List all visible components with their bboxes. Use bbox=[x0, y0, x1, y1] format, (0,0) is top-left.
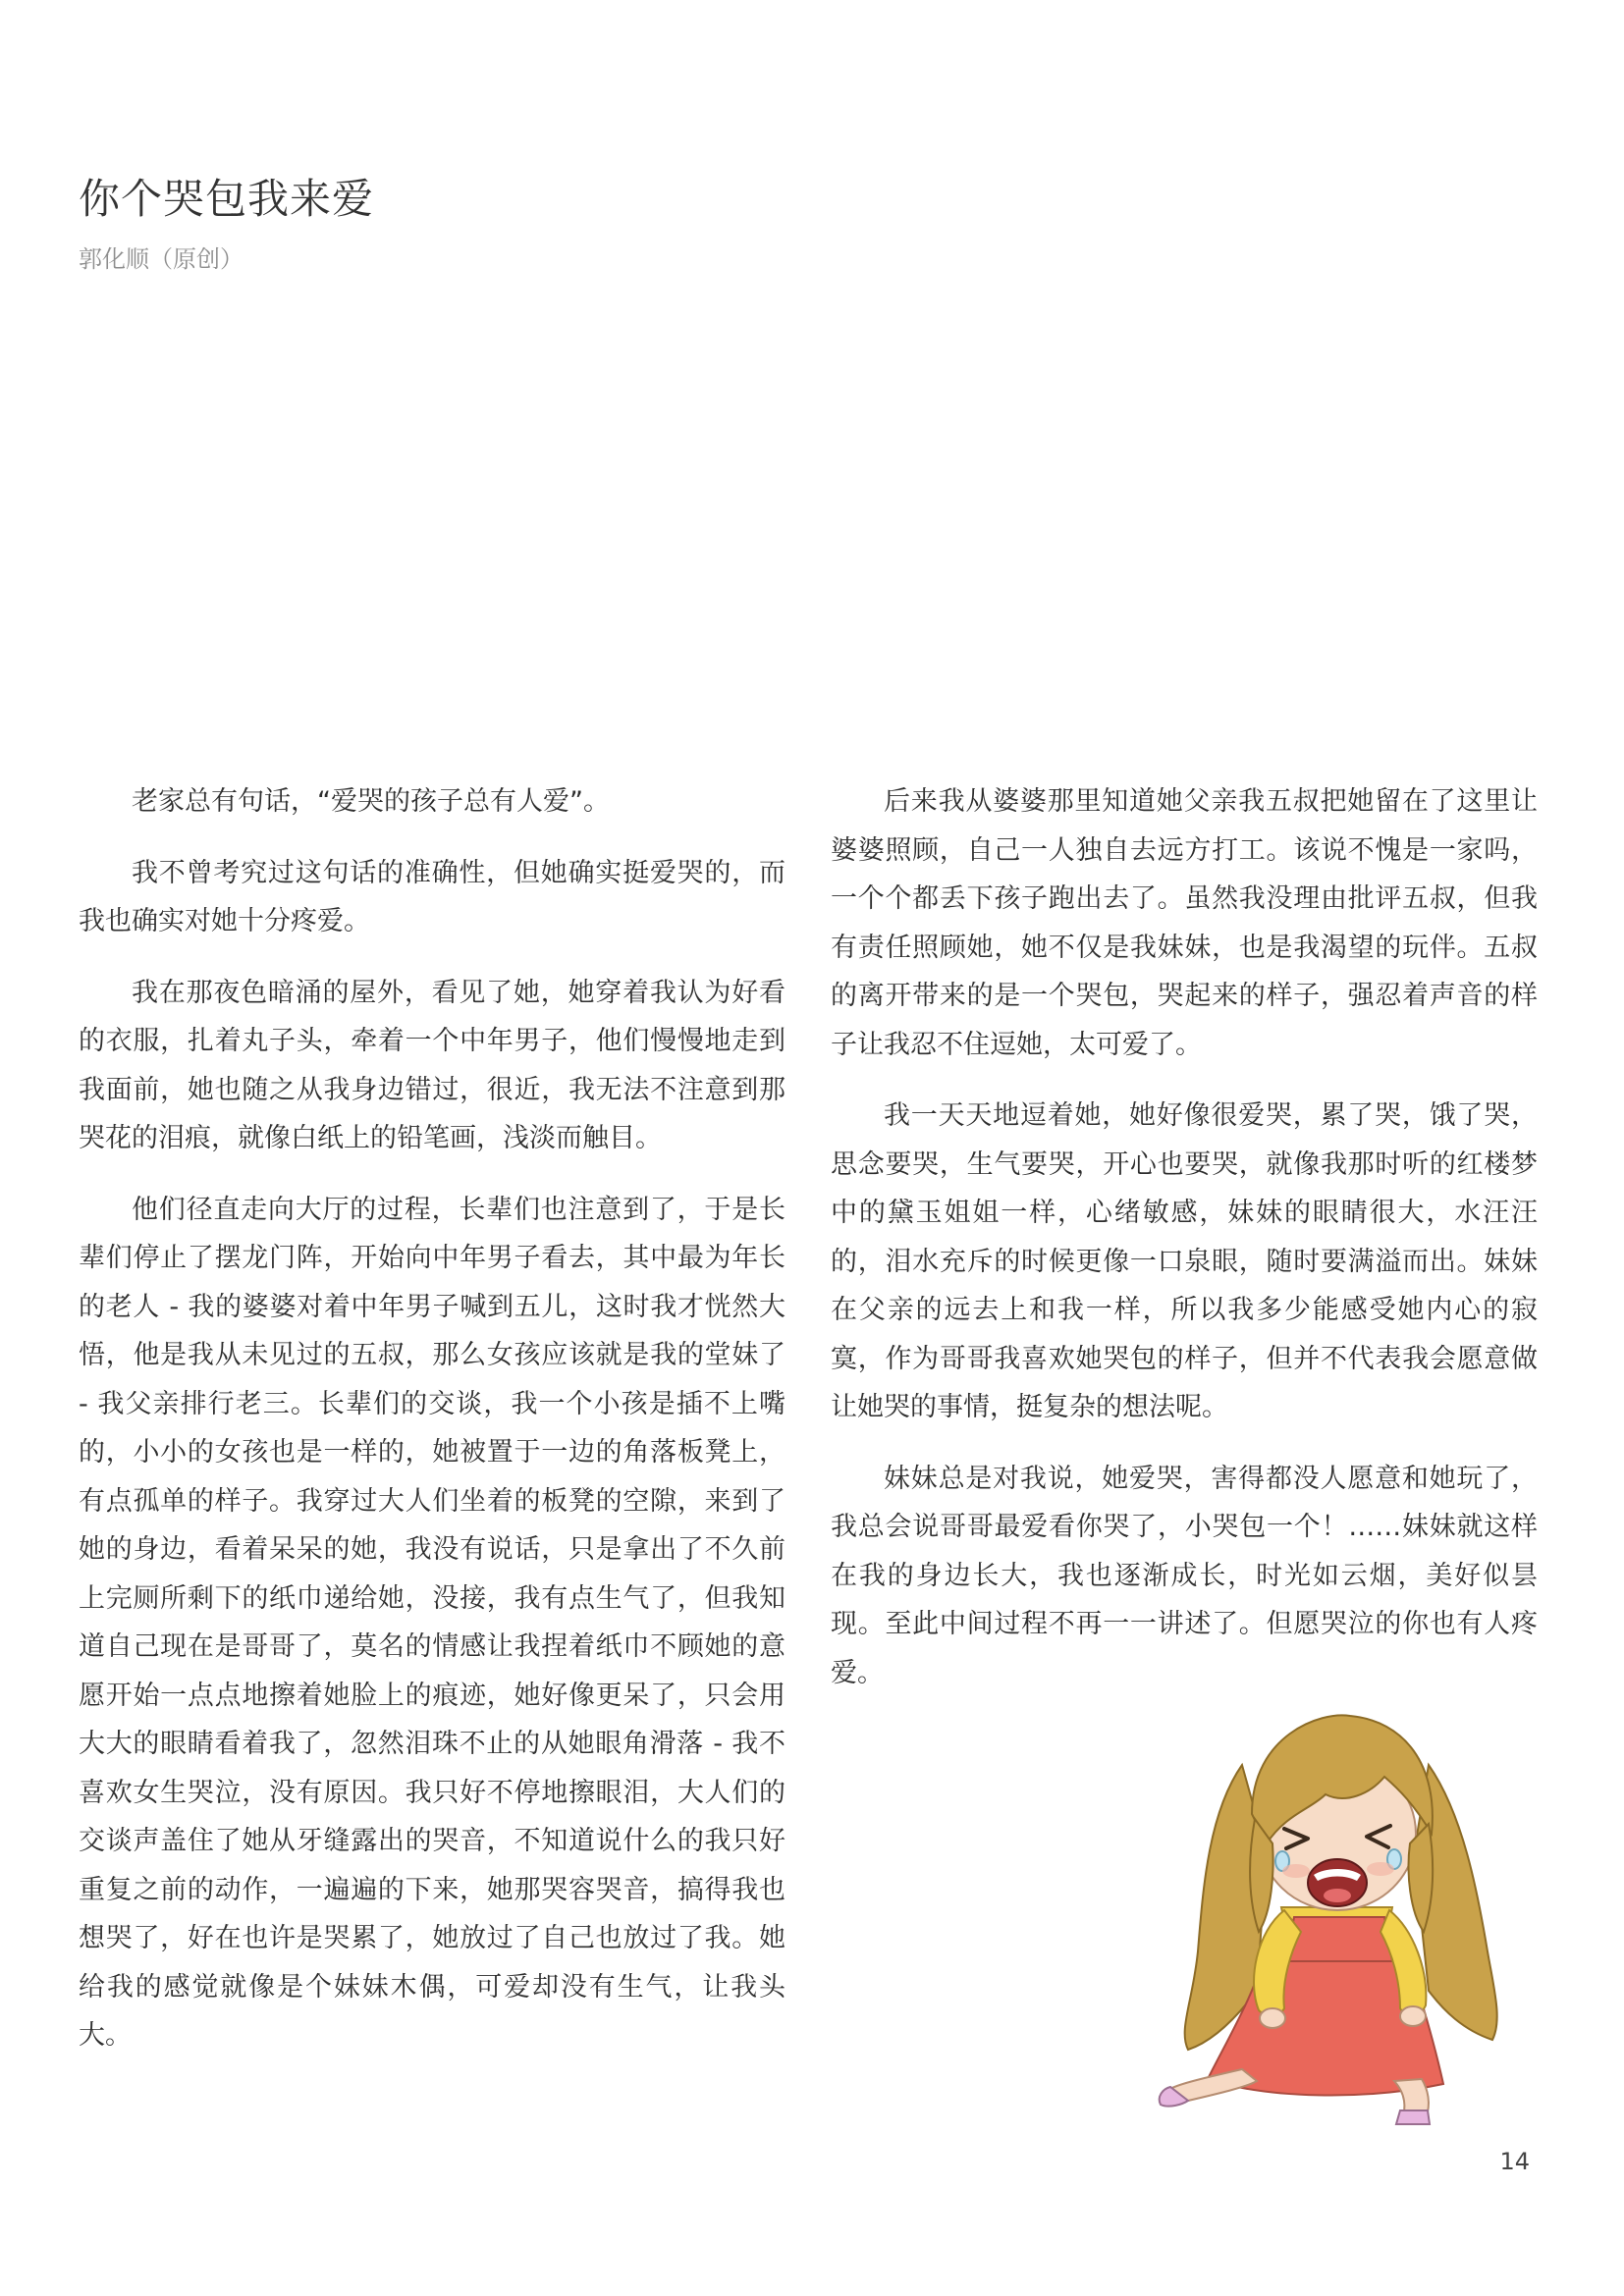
paragraph: 妹妹总是对我说，她爱哭，害得都没人愿意和她玩了，我总会说哥哥最爱看你哭了，小哭包一个！……妹妹就这样在我的身边长大，我也逐渐成长，时光如云烟，美好似昙现。至此中间过程不再一一讲述了。但愿哭泣的你也有人疼爱。 bbox=[831, 1463, 1538, 1688]
right-blush bbox=[1367, 1862, 1394, 1876]
dress-bodice bbox=[1286, 1917, 1392, 1961]
article-title: 你个哭包我来爱 bbox=[79, 175, 375, 223]
left-column bbox=[79, 777, 785, 2083]
paragraph: 老家总有句话，“爱哭的孩子总有人爱”。 bbox=[132, 786, 610, 817]
right-sock bbox=[1396, 2110, 1430, 2124]
right-hand bbox=[1400, 2006, 1426, 2026]
paragraph: 他们径直走向大厅的过程，长辈们也注意到了，于是长辈们停止了摆龙门阵，开始向中年男子看去，其中最为年长的老人 - 我的婆婆对着中年男子喊到五儿，这时我才恍然大悟，他是我从未见过的五叔，那么女孩应该就是我的堂妹了 - 我父亲排行老三。长辈们的交谈，我一个小孩是插不上嘴的，小小的女孩也是一样的，她被置于一边的角落板凳上，有点孤单的样子。我穿过大人们坐着的板凳的空隙，来到了她的身边，看着呆呆的她，我没有说话，只是拿出了不久前上完厕所剩下的纸巾递给她，没接，我有点生气了，但我知道自己现在是哥哥了，莫名的情感让我捏着纸巾不顾她的意愿开始一点点地擦着她脸上的痕迹，她好像更呆了，只会用大大的眼睛看着我了，忽然泪珠不止的从她眼角滑落 - 我不喜欢女生哭泣，没有原因。我只好不停地擦眼泪，大人们的交谈声盖住了她从牙缝露出的哭音，不知道说什么的我只好重复之前的动作，一遍遍的下来，她那哭容哭音，搞得我也想哭了，好在也许是哭累了，她放过了自己也放过了我。她给我的感觉就像是个妹妹木偶，可爱却没有生气，让我头大。 bbox=[79, 1194, 785, 2051]
tongue bbox=[1324, 1889, 1351, 1902]
paragraph: 我在那夜色暗涌的屋外，看见了她，她穿着我认为好看的衣服，扎着丸子头，牵着一个中年男子，他们慢慢地走到我面前，她也随之从我身边错过，很近，我无法不注意到那哭花的泪痕，就像白纸上的铅笔画，浅淡而触目。 bbox=[79, 977, 785, 1153]
paragraph: 后来我从婆婆那里知道她父亲我五叔把她留在了这里让婆婆照顾，自己一人独自去远方打工。该说不愧是一家吗，一个个都丢下孩子跑出去了。虽然我没理由批评五叔，但我有责任照顾她，她不仅是我妹妹，也是我渴望的玩伴。五叔的离开带来的是一个哭包，哭起来的样子，强忍着声音的样子让我忍不住逗她，太可爱了。 bbox=[831, 786, 1538, 1060]
left-hand bbox=[1260, 2008, 1285, 2028]
article-author: 郭化顺（原创） bbox=[79, 245, 244, 273]
hair-side-right bbox=[1409, 1824, 1434, 1932]
crying-girl-illustration bbox=[1149, 1696, 1542, 2128]
paragraph: 我一天天地逗着她，她好像很爱哭，累了哭，饿了哭，思念要哭，生气要哭，开心也要哭，就像我那时听的红楼梦中的黛玉姐姐一样，心绪敏感，妹妹的眼睛很大，水汪汪的，泪水充斥的时候更像一口泉眼，随时要满溢而出。妹妹在父亲的远去上和我一样，所以我多少能感受她内心的寂寞，作为哥哥我喜欢她哭包的样子，但并不代表我会愿意做让她哭的事情，挺复杂的想法呢。 bbox=[831, 1100, 1538, 1422]
page-number: 14 bbox=[1499, 2148, 1530, 2175]
paragraph: 我不曾考究过这句话的准确性，但她确实挺爱哭的，而我也确实对她十分疼爱。 bbox=[79, 857, 785, 936]
right-column bbox=[831, 777, 1538, 1720]
left-blush bbox=[1282, 1864, 1310, 1878]
